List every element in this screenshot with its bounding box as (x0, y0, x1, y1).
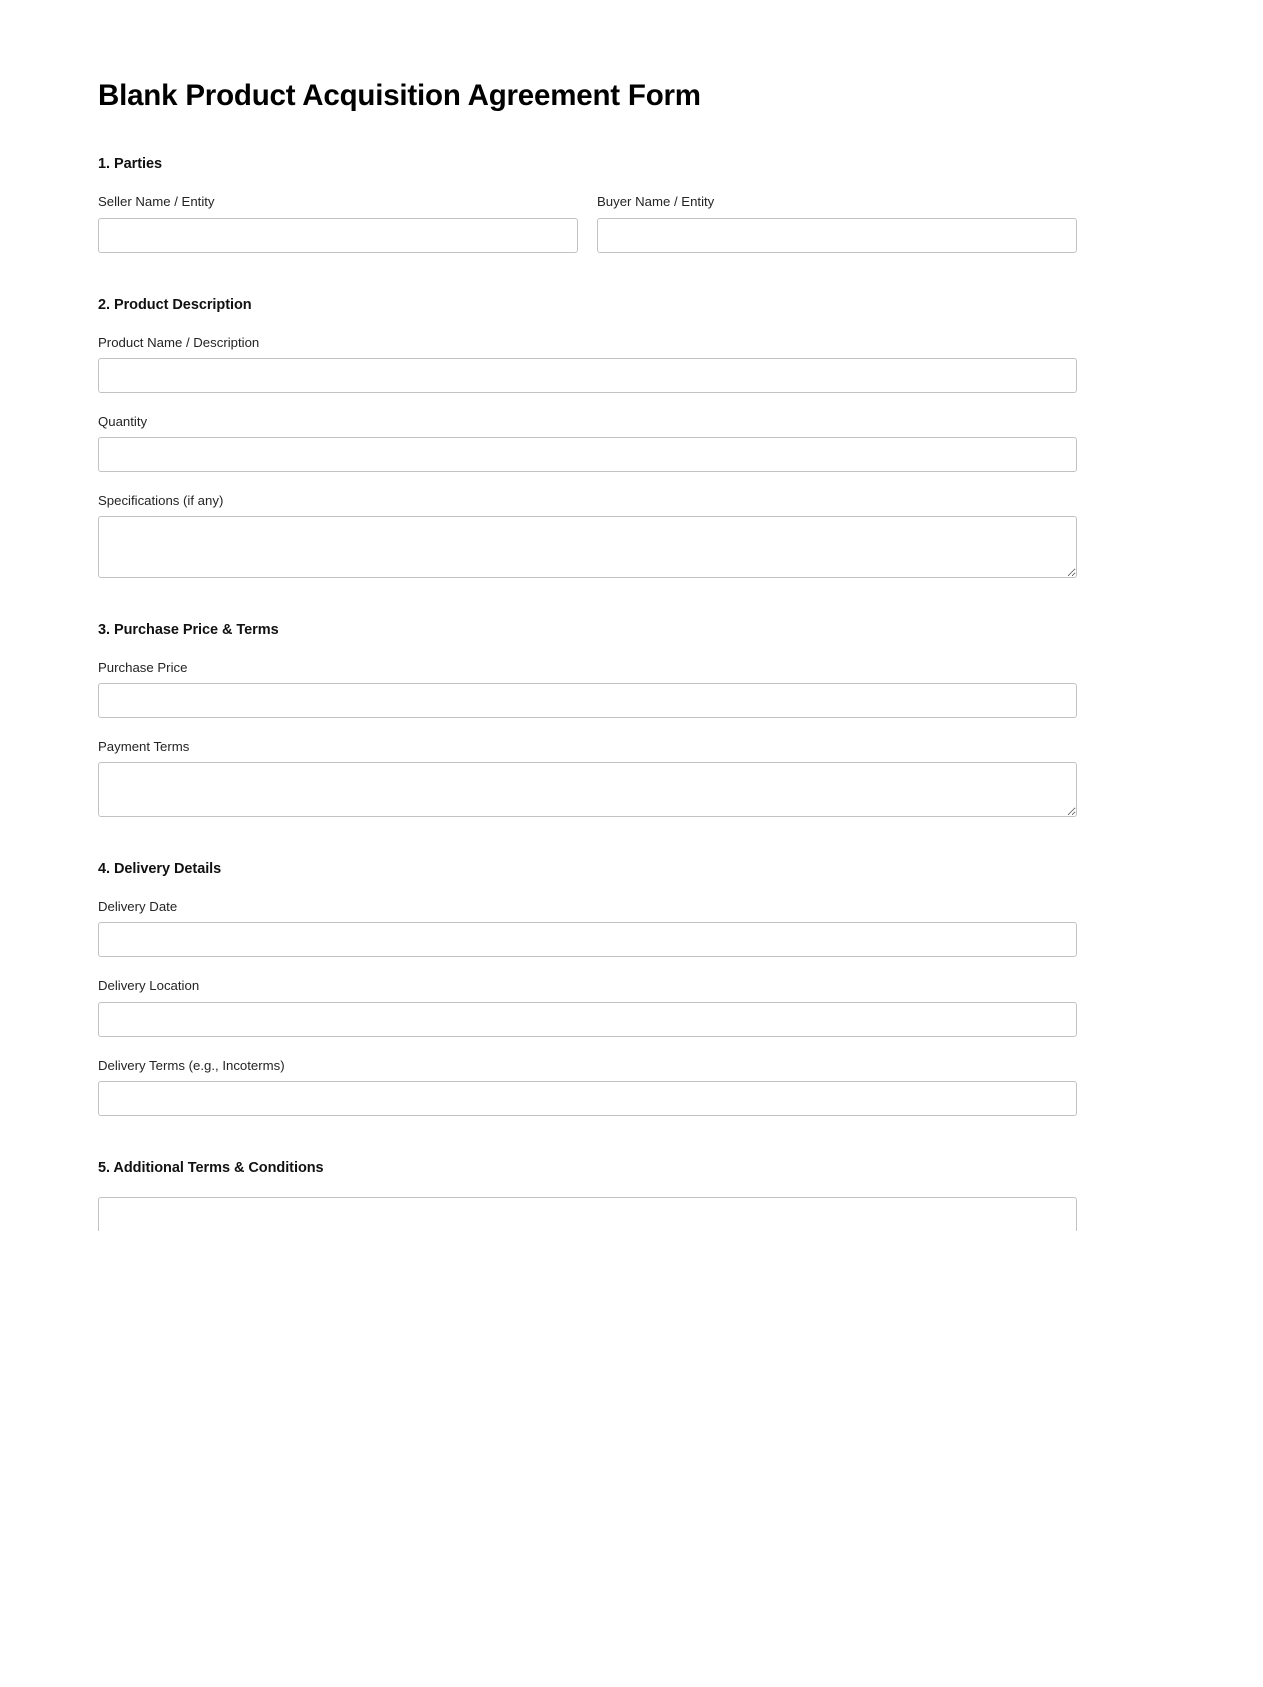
field-product-name (98, 334, 1077, 393)
page-title: Blank Product Acquisition Agreement Form (98, 79, 701, 112)
specifications-textarea[interactable] (98, 516, 1077, 578)
label-quantity: Quantity (98, 413, 148, 429)
label-payment-terms: Payment Terms (98, 739, 190, 755)
section-heading-product-description: 2. Product Description (98, 296, 252, 313)
section-heading-parties: 1. Parties (98, 156, 162, 173)
field-additional-terms (98, 1197, 1077, 1231)
field-buyer-name (597, 193, 1077, 252)
parties-row (98, 193, 1077, 252)
field-payment-terms (98, 738, 1077, 817)
label-product-name: Product Name / Description (98, 334, 260, 350)
section-heading-purchase-price-terms: 3. Purchase Price & Terms (98, 622, 279, 639)
buyer-name-input[interactable] (597, 218, 1077, 253)
field-seller-name (98, 193, 578, 252)
section-product-description (98, 253, 1077, 578)
label-delivery-location: Delivery Location (98, 978, 200, 994)
section-heading-delivery-details: 4. Delivery Details (98, 861, 222, 878)
label-delivery-date: Delivery Date (98, 899, 178, 915)
additional-terms-textarea[interactable] (98, 1197, 1077, 1231)
form-container (98, 0, 1077, 1231)
section-parties (98, 113, 1077, 252)
product-name-input[interactable] (98, 358, 1077, 393)
field-delivery-terms (98, 1057, 1077, 1116)
label-buyer-name: Buyer Name / Entity (597, 194, 715, 210)
field-delivery-date (98, 898, 1077, 957)
label-delivery-terms: Delivery Terms (e.g., Incoterms) (98, 1057, 285, 1073)
field-delivery-location (98, 977, 1077, 1036)
section-delivery-details (98, 817, 1077, 1115)
delivery-location-input[interactable] (98, 1002, 1077, 1037)
section-purchase-price-terms (98, 578, 1077, 817)
quantity-input[interactable] (98, 437, 1077, 472)
field-specifications (98, 492, 1077, 578)
delivery-terms-input[interactable] (98, 1081, 1077, 1116)
section-heading-additional-terms: 5. Additional Terms & Conditions (98, 1159, 324, 1176)
field-quantity (98, 413, 1077, 472)
label-specifications: Specifications (if any) (98, 492, 224, 508)
seller-name-input[interactable] (98, 218, 578, 253)
field-purchase-price (98, 659, 1077, 718)
delivery-date-input[interactable] (98, 922, 1077, 957)
section-additional-terms (98, 1116, 1077, 1231)
payment-terms-textarea[interactable] (98, 762, 1077, 817)
label-seller-name: Seller Name / Entity (98, 194, 215, 210)
label-purchase-price: Purchase Price (98, 660, 188, 676)
purchase-price-input[interactable] (98, 683, 1077, 718)
